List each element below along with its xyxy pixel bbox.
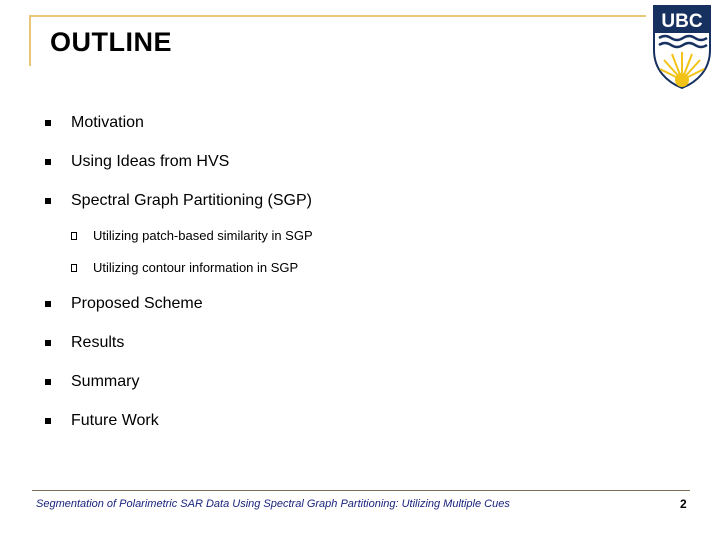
- bullet-item: [45, 334, 124, 352]
- bullet-item: [45, 192, 312, 210]
- hollow-square-icon: [71, 232, 77, 240]
- sub-bullet-item: [71, 260, 298, 275]
- bullet-square-icon: [45, 379, 51, 385]
- ubc-logo: [651, 4, 713, 90]
- bullet-item: [45, 412, 159, 430]
- bullet-label: Summary: [71, 373, 140, 390]
- bullet-label: Proposed Scheme: [71, 295, 203, 312]
- bullet-item: [45, 373, 139, 391]
- bullet-item: [45, 295, 203, 313]
- sub-bullet-label: Utilizing patch-based similarity in SGP: [93, 228, 313, 243]
- bullet-label: Using Ideas from HVS: [71, 153, 230, 170]
- slide-title: OUTLINE: [50, 27, 172, 57]
- bullet-item: [45, 153, 229, 171]
- bullet-item: [45, 114, 144, 132]
- footer-title: Segmentation of Polarimetric SAR Data Using Spectral Graph Partitioning: Utilizing Multiple Cues: [36, 498, 510, 510]
- bullet-square-icon: [45, 301, 51, 307]
- hollow-square-icon: [71, 264, 77, 272]
- title-frame-left-rule: [29, 15, 31, 66]
- bullet-label: Results: [71, 334, 125, 351]
- footer-rule: [32, 490, 690, 491]
- bullet-square-icon: [45, 120, 51, 126]
- bullet-label: Future Work: [71, 412, 159, 429]
- page-number: 2: [680, 497, 687, 511]
- sub-bullet-item: [71, 228, 313, 243]
- bullet-label: Motivation: [71, 114, 144, 131]
- title-frame-top-rule: [29, 15, 646, 17]
- sub-bullet-label: Utilizing contour information in SGP: [93, 260, 299, 275]
- bullet-square-icon: [45, 198, 51, 204]
- bullet-square-icon: [45, 418, 51, 424]
- bullet-square-icon: [45, 340, 51, 346]
- bullet-label: Spectral Graph Partitioning (SGP): [71, 192, 312, 209]
- bullet-square-icon: [45, 159, 51, 165]
- logo-text: UBC: [661, 11, 703, 32]
